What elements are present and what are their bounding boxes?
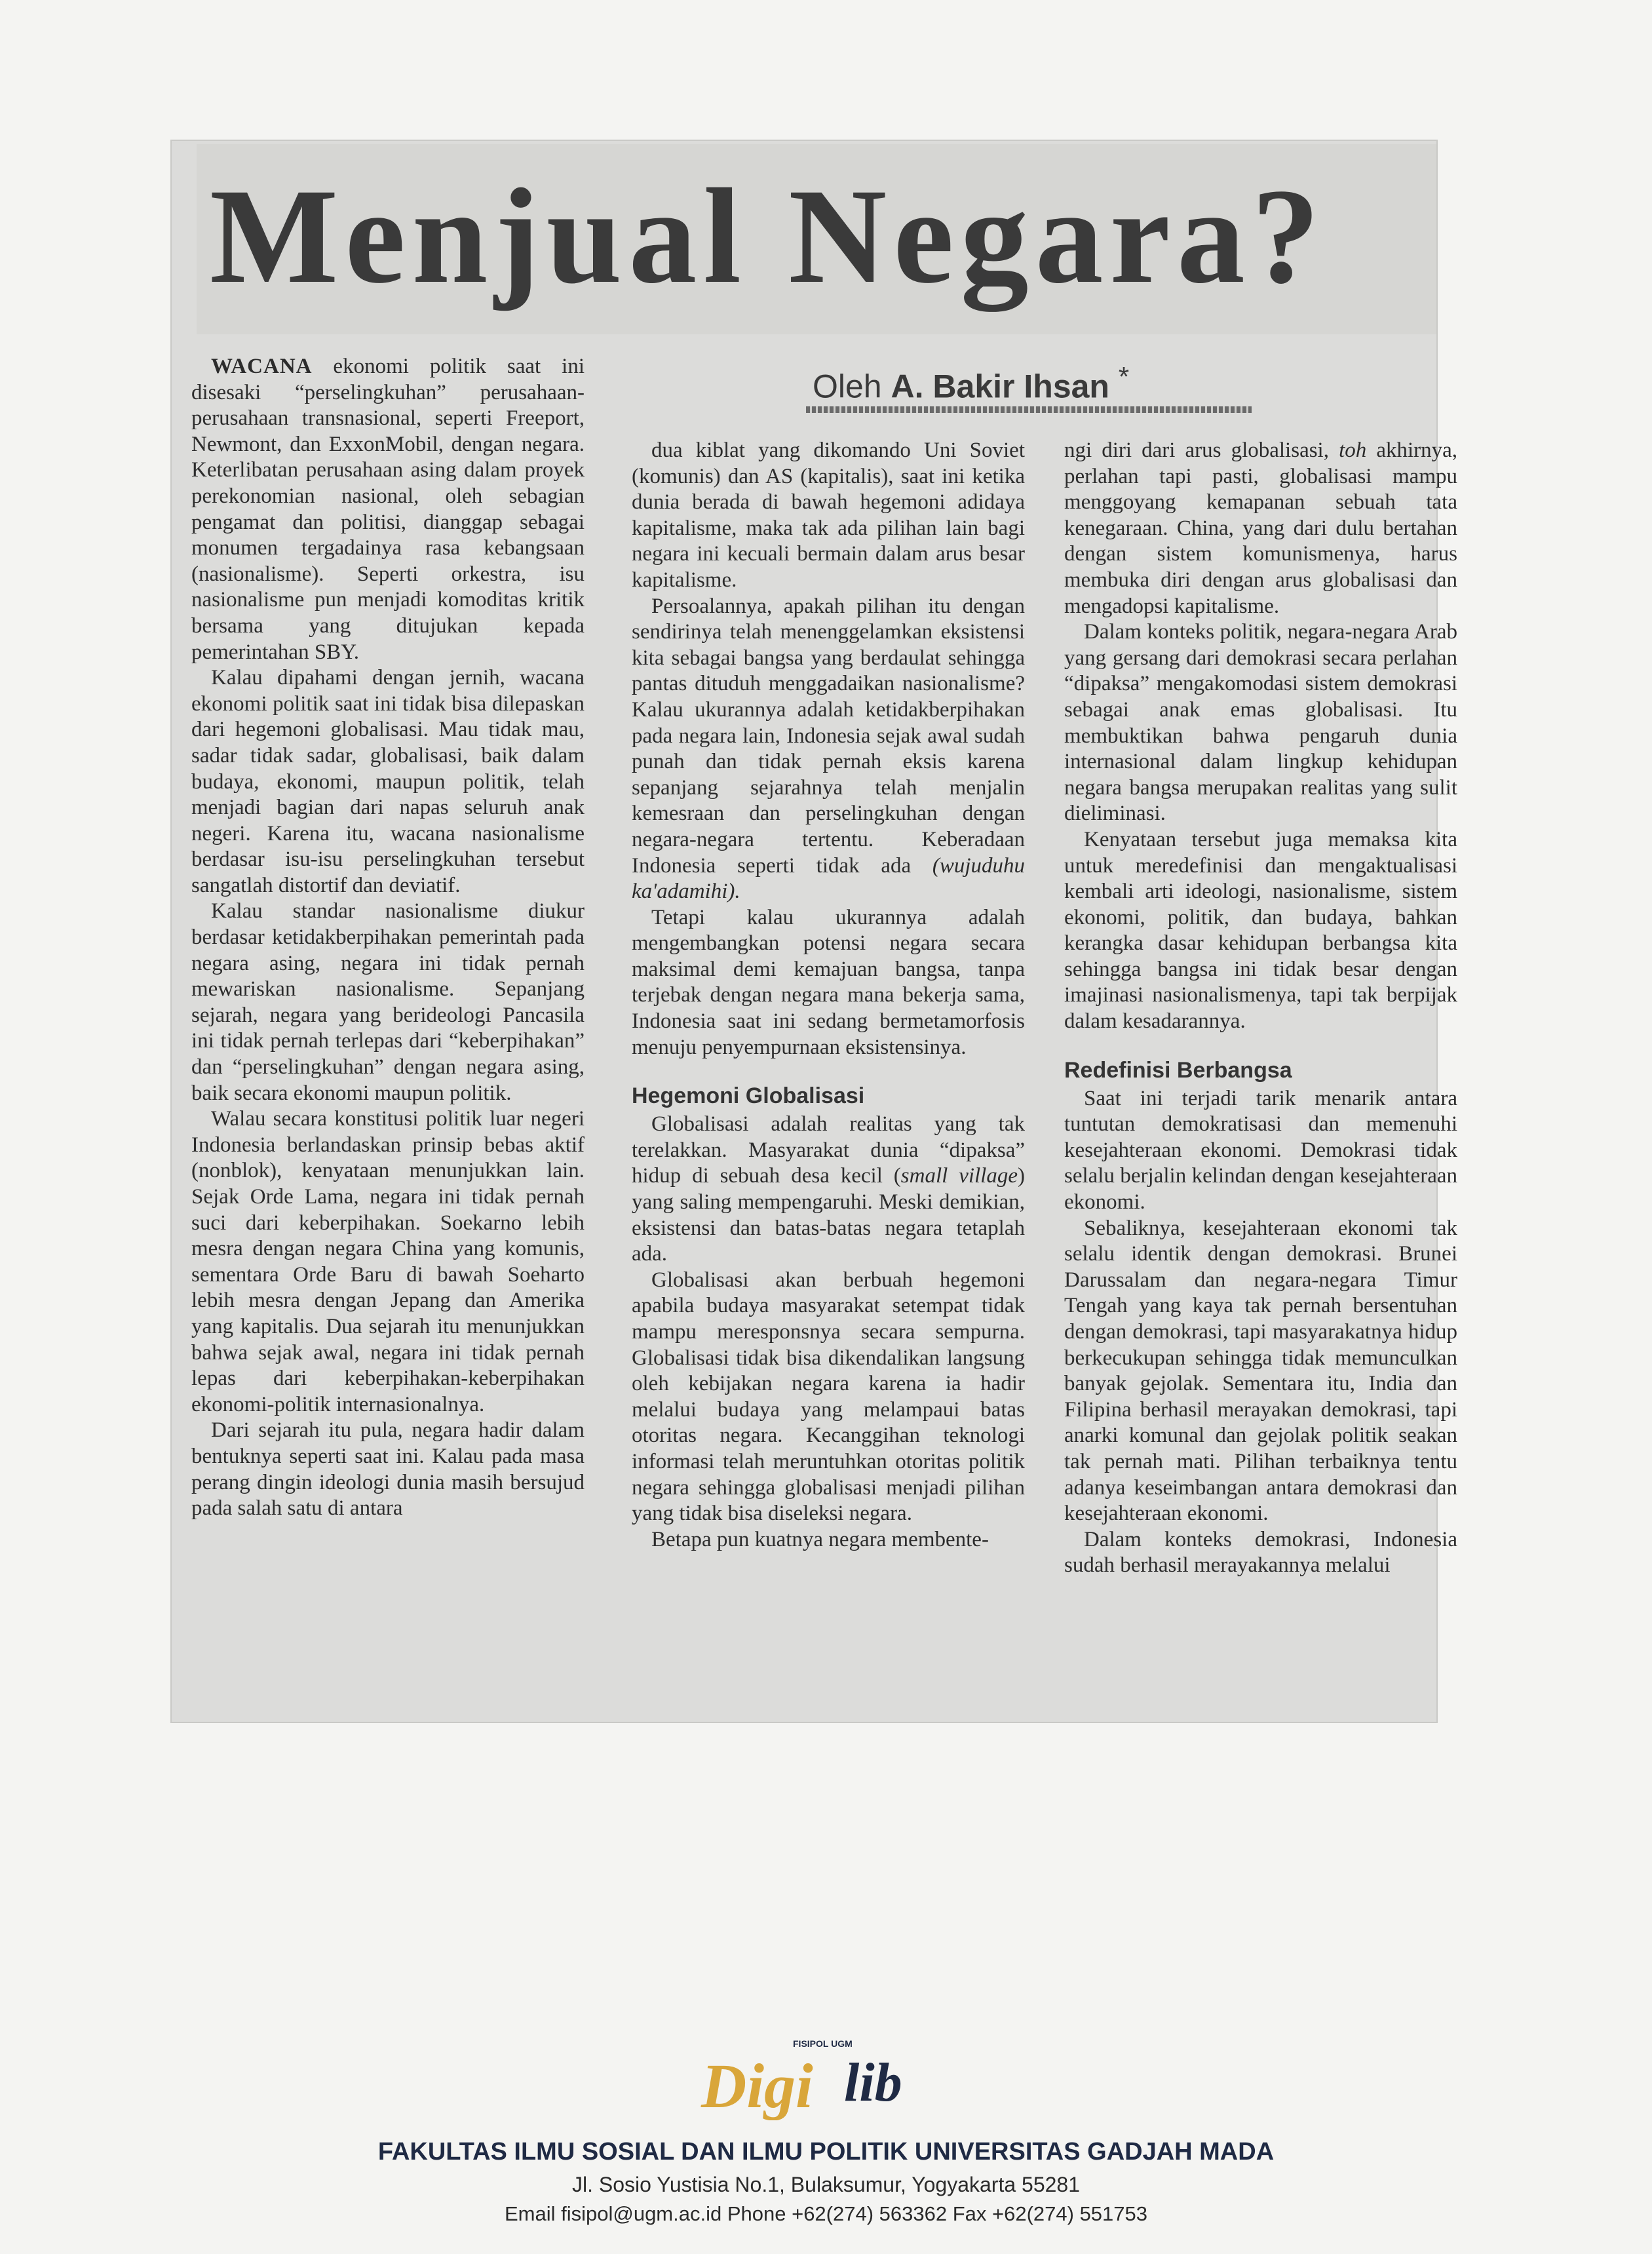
lead-word: WACANA [211,355,313,378]
byline-author: A. Bakir Ihsan [891,368,1109,405]
footer-address: Jl. Sosio Yustisia No.1, Bulaksumur, Yogyakarta 55281 [572,2173,1080,2196]
paragraph-text: Persoalannya, apakah pilihan itu dengan sendirinya telah menenggelamkan eksistensi kita sebagai bangsa yang berdaulat sehingga pantas dituduh menggadaikan nasionalisme? Kalau ukurannya adalah ketidakberpihakan pada negara lain, Indonesia sejak awal sudah punah dan tidak pernah eksis karena sepanjang sejarahnya telah menjalin kemesraan dan perselingkuhan dengan negara-negara tertentu. Keberadaan Indonesia seperti tidak ada [632,594,1025,878]
byline-footnote-mark: * [1118,361,1130,392]
paragraph: Tetapi kalau ukurannya adalah mengembangkan potensi negara secara maksimal demi kemajuan bangsa, tanpa terjebak dengan negara mana bekerja sama, Indonesia saat ini sedang bermetamorfosis menuju penyempurnaan eksistensinya. [632,905,1025,1059]
section-heading: Redefinisi Berbangsa [1064,1057,1292,1083]
article-column-3 [1064,438,1457,1579]
paragraph: Kalau standar nasionalisme diukur berdasar ketidakberpihakan pemerintah pada negara asing, negara ini tidak pernah mewariskan nasionalisme. Sepanjang sejarah, negara yang berideologi Pancasila ini tidak pernah terlepas dari “keberpihakan” dan “perselingkuhan” dengan negara asing, baik secara ekonomi maupun politik. [191,899,585,1105]
digilib-logo [695,2035,970,2120]
logo-word-digi: Digi [701,2051,813,2120]
paragraph: Kalau dipahami dengan jernih, wacana ekonomi politik saat ini tidak bisa dilepaskan dari hegemoni globalisasi. Mau tidak mau, sadar tidak sadar, globalisasi, baik dalam budaya, ekonomi, maupun politik, telah menjadi bagian dari napas seluruh anak negeri. Karena itu, wacana nasionalisme berdasar isu-isu perselingkuhan tersebut sangatlah distortif dan deviatif. [191,666,585,897]
byline-rule [806,406,1252,413]
paragraph-text: ekonomi politik saat ini disesaki “perselingkuhan” perusahaan-perusahaan transnasional, seperti Freeport, Newmont, dan ExxonMobil, dengan negara. Keterlibatan perusahaan asing dalam proyek perekonomian nasional, oleh sebagian pengamat dan politisi, dianggap sebagai monumen tergadainya rasa kebangsaan (nasionalisme). Seperti orkestra, isu nasionalisme pun menjadi komoditas kritik bersama yang ditujukan kepada pemerintahan SBY. [191,355,585,664]
paragraph: Betapa pun kuatnya negara membente- [651,1527,989,1551]
paragraph: Walau secara konstitusi politik luar negeri Indonesia berlandaskan prinsip bebas aktif (nonblok), kenyataan menunjukkan lain. Sejak Orde Lama, negara ini tidak pernah suci dari keberpihakan. Soekarno lebih mesra dengan negara China yang komunis, sementara Orde Baru di bawah Soeharto lebih mesra dengan Jepang dan Amerika yang kapitalis. Dua sejarah itu menunjukkan bahwa sejak awal, negara ini tidak pernah lepas dari keberpihakan-keberpihakan ekonomi-politik internasionalnya. [191,1107,585,1416]
paragraph: Globalisasi akan berbuah hegemoni apabila budaya masyarakat setempat tidak mampu meresponsnya secara sempurna. Globalisasi tidak bisa dikendalikan langsung oleh kebijakan negara karena ia hadir melalui budaya yang melampaui batas otoritas negara. Kecanggihan teknologi informasi telah meruntuhkan otoritas politik negara sehingga globalisasi menjadi pilihan yang tidak bisa diseleksi negara. [632,1268,1025,1526]
paragraph-text: ) yang saling mempengaruhi. Meski demikian, eksistensi dan batas-batas negara tetaplah ada. [632,1164,1026,1266]
paragraph-text: akhirnya, perlahan tapi pasti, globalisasi mampu menggoyang kemapanan sebuah tata kenegaraan. China, yang dari dulu bertahan dengan sistem komunismenya, harus membuka diri dengan arus globalisasi dan mengadopsi kapitalisme. [1064,438,1458,618]
paragraph-text: ngi diri dari arus globalisasi, [1064,438,1329,462]
italic-phrase: (wujuduhu ka'adamihi). [632,853,1025,904]
italic-phrase: small village [900,1164,1018,1188]
paragraph [632,594,1025,905]
paragraph: Dari sejarah itu pula, negara hadir dalam bentuknya seperti saat ini. Kalau pada masa perang dingin ideologi dunia masih bersujud pada salah satu di antara [191,1418,585,1521]
italic-phrase: toh [1339,438,1367,462]
logo-caption: FISIPOL UGM [793,2038,853,2049]
article-byline [813,354,1232,405]
paragraph-text: Globalisasi adalah realitas yang tak terelakkan. Masyarakat dunia “dipaksa” hidup di sebuah desa kecil ( [632,1112,1025,1188]
paragraph: Saat ini terjadi tarik menarik antara tuntutan demokratisasi dan memenuhi kesejahteraan ekonomi. Demokrasi tidak selalu berjalin kelindan dengan kesejahteraan ekonomi. [1064,1086,1457,1214]
byline-prefix: Oleh [813,368,882,405]
section-heading: Hegemoni Globalisasi [632,1083,865,1109]
article-headline: Menjual Negara? [210,161,1326,311]
paragraph [191,354,585,665]
footer-institution: FAKULTAS ILMU SOSIAL DAN ILMU POLITIK UNIVERSITAS GADJAH MADA [377,2138,1275,2166]
logo-word-lib: lib [844,2052,902,2113]
article-column-1 [191,354,585,1522]
paragraph: Dalam konteks demokrasi, Indonesia sudah berhasil merayakannya melalui [1064,1527,1457,1578]
paragraph: Sebaliknya, kesejahteraan ekonomi tak selalu identik dengan demokrasi. Brunei Darussalam dan negara-negara Timur Tengah yang kaya tak pernah bersentuhan dengan demokrasi, tapi masyarakatnya hidup berkecukupan sehingga tidak memunculkan banyak gejolak. Sementara itu, India dan Filipina berhasil merayakan demokrasi, tapi anarki komunal dan gejolak politik seakan tak pernah mati. Pilihan terbaiknya tentu adanya keseimbangan antara demokrasi dan kesejahteraan ekonomi. [1064,1216,1457,1526]
footer-contact: Email fisipol@ugm.ac.id Phone +62(274) 563362 Fax +62(274) 551753 [504,2202,1148,2225]
paragraph [1064,438,1457,619]
paragraph: Dalam konteks politik, negara-negara Arab yang gersang dari demokrasi secara perlahan “dipaksa” mengakomodasi sistem demokrasi sebagai anak emas globalisasi. Itu membuktikan bahwa pengaruh dunia internasional dalam lingkup kehidupan negara bangsa merupakan realitas yang sulit dieliminasi. [1064,620,1457,826]
article-column-2 [632,438,1025,1553]
paragraph [632,1112,1025,1268]
paragraph: dua kiblat yang dikomando Uni Soviet (komunis) dan AS (kapitalis), saat ini ketika dunia berada di bawah hegemoni adidaya kapitalisme, maka tak ada pilihan lain bagi negara ini kecuali bermain dalam arus besar kapitalisme. [632,438,1025,592]
paragraph: Kenyataan tersebut juga memaksa kita untuk meredefinisi dan mengaktualisasi kembali arti ideologi, nasionalisme, sistem ekonomi, politik, dan budaya, bahkan kerangka dasar kehidupan berbangsa kita sehingga bangsa ini tidak besar dengan imajinasi nasionalismenya, tapi tak berpijak dalam kesadarannya. [1064,827,1457,1034]
